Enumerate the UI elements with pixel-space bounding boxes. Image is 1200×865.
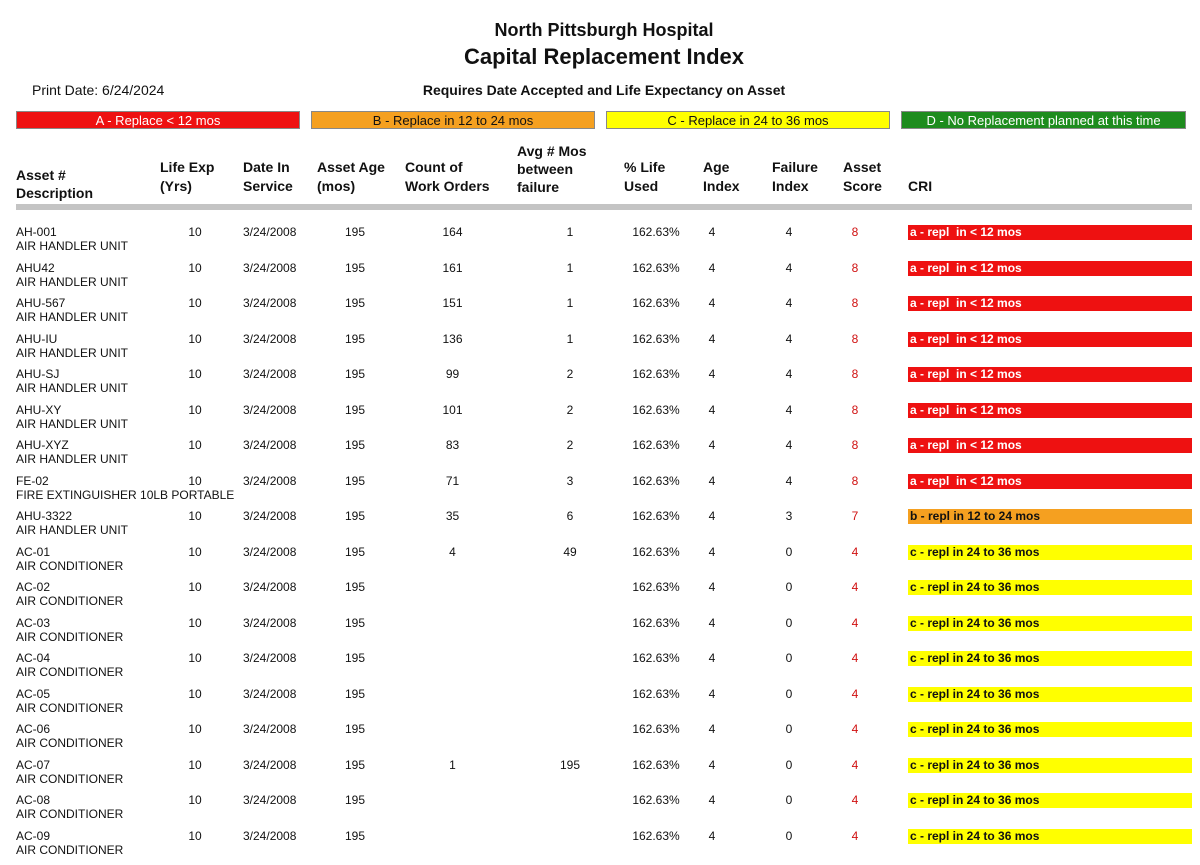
asset-id: AHU-567 [16, 296, 66, 310]
pct-life-used: 162.63% [632, 544, 680, 559]
work-order-count: 35 [445, 509, 460, 523]
table-row [0, 329, 1200, 365]
table-row [0, 435, 1200, 471]
asset-id: AC-03 [16, 615, 51, 630]
asset-score: 8 [851, 367, 859, 381]
header-asset-age-unit: (mos) [317, 178, 356, 194]
header-asset-age: Asset Age [317, 159, 385, 175]
date-in-service: 3/24/2008 [243, 402, 297, 417]
table-row [0, 364, 1200, 400]
asset-id: AHU-XY [16, 402, 62, 417]
date-in-service: 3/24/2008 [243, 580, 297, 594]
life-exp: 10 [188, 509, 202, 523]
age-index: 4 [708, 473, 716, 488]
life-exp: 10 [188, 473, 202, 488]
age-index: 4 [708, 757, 716, 772]
asset-score: 8 [851, 225, 859, 239]
print-date: Print Date: 6/24/2024 [32, 82, 165, 98]
asset-score: 8 [851, 331, 859, 346]
asset-id: FE-02 [16, 473, 49, 488]
pct-life-used: 162.63% [632, 296, 680, 310]
cri-badge: c - repl in 24 to 36 mos [908, 580, 1192, 595]
age-index: 4 [708, 367, 716, 381]
pct-life-used: 162.63% [632, 367, 680, 381]
asset-age: 195 [344, 686, 366, 701]
asset-id: AC-05 [16, 686, 51, 701]
work-order-count: 71 [445, 473, 460, 488]
asset-description: AIR HANDLER UNIT [16, 345, 129, 360]
date-in-service: 3/24/2008 [243, 438, 297, 452]
asset-age: 195 [344, 828, 366, 843]
asset-description: AIR HANDLER UNIT [16, 239, 129, 253]
pct-life-used: 162.63% [632, 651, 680, 665]
failure-index: 0 [785, 828, 793, 843]
report-title: Capital Replacement Index [464, 44, 744, 69]
work-order-count: 101 [442, 402, 463, 417]
cri-badge: c - repl in 24 to 36 mos [908, 616, 1192, 631]
asset-age: 195 [344, 793, 366, 807]
asset-id: AHU-3322 [16, 509, 73, 523]
age-index: 4 [708, 402, 716, 417]
failure-index: 3 [785, 509, 793, 523]
cri-badge: a - repl in < 12 mos [908, 438, 1192, 453]
asset-description: AIR HANDLER UNIT [16, 416, 129, 431]
asset-age: 195 [344, 260, 366, 275]
header-pct-used: Used [624, 178, 659, 194]
table-row [0, 293, 1200, 329]
failure-index: 4 [785, 331, 793, 346]
failure-index: 4 [785, 402, 793, 417]
legend-c: C - Replace in 24 to 36 mos [606, 111, 890, 129]
asset-id: AC-01 [16, 544, 51, 559]
asset-id: AC-04 [16, 651, 51, 665]
age-index: 4 [708, 722, 716, 736]
header-avg-failure: failure [517, 179, 560, 195]
failure-index: 0 [785, 793, 793, 807]
age-index: 4 [708, 828, 716, 843]
header-date-in: Date In [243, 159, 290, 175]
date-in-service: 3/24/2008 [243, 651, 297, 665]
life-exp: 10 [188, 402, 202, 417]
asset-age: 195 [344, 367, 366, 381]
cri-badge: b - repl in 12 to 24 mos [908, 509, 1192, 524]
table-row [0, 648, 1200, 684]
work-order-count: 1 [449, 757, 456, 772]
asset-score: 4 [851, 651, 859, 665]
avg-mos-between-failure: 2 [566, 402, 574, 417]
header-avg-mos: Avg # Mos [517, 143, 587, 159]
header-asset-score-2: Score [843, 178, 882, 194]
asset-id: AC-02 [16, 580, 51, 594]
failure-index: 0 [785, 580, 793, 594]
pct-life-used: 162.63% [632, 580, 680, 594]
failure-index: 0 [785, 686, 793, 701]
cri-badge: a - repl in < 12 mos [908, 332, 1192, 347]
age-index: 4 [708, 438, 716, 452]
header-age-index-2: Index [703, 178, 740, 194]
header-asset-score: Asset [843, 159, 882, 175]
asset-age: 195 [344, 651, 366, 665]
asset-description: AIR CONDITIONER [16, 558, 124, 573]
header-life-exp: Life Exp [160, 159, 215, 175]
cri-badge: c - repl in 24 to 36 mos [908, 545, 1192, 560]
header-date-in-service: Service [243, 178, 293, 194]
table-row [0, 542, 1200, 578]
failure-index: 4 [785, 225, 793, 239]
asset-description: AIR HANDLER UNIT [16, 452, 129, 466]
asset-score: 8 [851, 473, 859, 488]
age-index: 4 [708, 225, 716, 239]
avg-mos-between-failure: 2 [566, 367, 574, 381]
failure-index: 4 [785, 438, 793, 452]
header-avg-between: between [517, 161, 574, 177]
life-exp: 10 [188, 544, 202, 559]
asset-description: AIR CONDITIONER [16, 665, 124, 679]
avg-mos-between-failure: 2 [566, 438, 574, 452]
age-index: 4 [708, 544, 716, 559]
avg-mos-between-failure: 1 [566, 260, 574, 275]
asset-age: 195 [344, 722, 366, 736]
table-row [0, 506, 1200, 542]
table-row [0, 790, 1200, 826]
age-index: 4 [708, 331, 716, 346]
avg-mos-between-failure: 1 [566, 225, 574, 239]
asset-description: FIRE EXTINGUISHER 10LB PORTABLE [16, 487, 235, 502]
date-in-service: 3/24/2008 [243, 260, 297, 275]
header-description: Description [16, 185, 94, 201]
asset-description: AIR CONDITIONER [16, 594, 124, 608]
failure-index: 0 [785, 722, 793, 736]
asset-score: 4 [851, 580, 859, 594]
requirement-note: Requires Date Accepted and Life Expectancy on Asset [422, 82, 786, 98]
life-exp: 10 [188, 580, 202, 594]
pct-life-used: 162.63% [632, 615, 680, 630]
date-in-service: 3/24/2008 [243, 367, 297, 381]
asset-age: 195 [344, 225, 366, 239]
date-in-service: 3/24/2008 [243, 828, 297, 843]
work-order-count: 83 [445, 438, 460, 452]
life-exp: 10 [188, 651, 202, 665]
cri-badge: c - repl in 24 to 36 mos [908, 687, 1192, 702]
pct-life-used: 162.63% [632, 722, 680, 736]
asset-id: AC-07 [16, 757, 51, 772]
asset-age: 195 [344, 296, 366, 310]
date-in-service: 3/24/2008 [243, 296, 297, 310]
life-exp: 10 [188, 722, 202, 736]
asset-description: AIR HANDLER UNIT [16, 523, 129, 537]
failure-index: 0 [785, 757, 793, 772]
asset-score: 8 [851, 438, 859, 452]
life-exp: 10 [188, 438, 202, 452]
failure-index: 4 [785, 473, 793, 488]
date-in-service: 3/24/2008 [243, 793, 297, 807]
life-exp: 10 [188, 296, 202, 310]
cri-badge: c - repl in 24 to 36 mos [908, 758, 1192, 773]
legend-a: A - Replace < 12 mos [16, 111, 300, 129]
asset-age: 195 [344, 331, 366, 346]
asset-id: AC-09 [16, 828, 51, 843]
header-age-index: Age [703, 159, 730, 175]
failure-index: 4 [785, 296, 793, 310]
cri-badge: a - repl in < 12 mos [908, 403, 1192, 418]
cri-badge: a - repl in < 12 mos [908, 474, 1192, 489]
table-row [0, 755, 1200, 791]
asset-description: AIR HANDLER UNIT [16, 310, 129, 324]
cri-badge: a - repl in < 12 mos [908, 261, 1192, 276]
cri-badge: a - repl in < 12 mos [908, 296, 1192, 311]
date-in-service: 3/24/2008 [243, 686, 297, 701]
asset-description: AIR CONDITIONER [16, 771, 124, 786]
table-row [0, 719, 1200, 755]
life-exp: 10 [188, 260, 202, 275]
age-index: 4 [708, 686, 716, 701]
table-row [0, 684, 1200, 720]
date-in-service: 3/24/2008 [243, 544, 297, 559]
date-in-service: 3/24/2008 [243, 615, 297, 630]
pct-life-used: 162.63% [632, 686, 680, 701]
cri-badge: c - repl in 24 to 36 mos [908, 829, 1192, 844]
header-pct-life: % Life [624, 159, 666, 175]
header-divider [16, 204, 1192, 210]
table-row [0, 577, 1200, 613]
table-row [0, 258, 1200, 294]
cri-badge: c - repl in 24 to 36 mos [908, 651, 1192, 666]
date-in-service: 3/24/2008 [243, 722, 297, 736]
asset-score: 4 [851, 544, 859, 559]
life-exp: 10 [188, 615, 202, 630]
age-index: 4 [708, 296, 716, 310]
asset-description: AIR HANDLER UNIT [16, 381, 129, 395]
pct-life-used: 162.63% [632, 757, 680, 772]
asset-score: 4 [851, 722, 859, 736]
failure-index: 4 [785, 260, 793, 275]
age-index: 4 [708, 509, 716, 523]
asset-score: 4 [851, 828, 859, 843]
work-order-count: 161 [442, 260, 463, 275]
work-order-count: 136 [442, 331, 463, 346]
date-in-service: 3/24/2008 [243, 757, 297, 772]
table-row [0, 471, 1200, 507]
asset-id: AHU42 [16, 260, 55, 275]
age-index: 4 [708, 580, 716, 594]
asset-score: 4 [851, 686, 859, 701]
header-count: Count of [405, 159, 463, 175]
header-count-work-orders: Work Orders [405, 178, 490, 194]
failure-index: 4 [785, 367, 793, 381]
pct-life-used: 162.63% [632, 509, 680, 523]
age-index: 4 [708, 651, 716, 665]
work-order-count: 4 [449, 544, 456, 559]
asset-age: 195 [344, 509, 366, 523]
header-asset-num: Asset # [16, 167, 66, 183]
asset-id: AHU-XYZ [16, 438, 69, 452]
cri-badge: c - repl in 24 to 36 mos [908, 793, 1192, 808]
asset-id: AC-08 [16, 793, 51, 807]
asset-age: 195 [344, 580, 366, 594]
date-in-service: 3/24/2008 [243, 331, 297, 346]
header-failure-index: Failure [772, 159, 818, 175]
legend-b: B - Replace in 12 to 24 mos [311, 111, 595, 129]
table-row [0, 613, 1200, 649]
life-exp: 10 [188, 367, 202, 381]
asset-description: AIR CONDITIONER [16, 807, 124, 821]
pct-life-used: 162.63% [632, 331, 680, 346]
asset-id: AHU-IU [16, 331, 58, 346]
asset-score: 8 [851, 296, 859, 310]
life-exp: 10 [188, 225, 202, 239]
header-failure-index-2: Index [772, 178, 809, 194]
cri-badge: a - repl in < 12 mos [908, 367, 1192, 382]
asset-id: AC-06 [16, 722, 51, 736]
date-in-service: 3/24/2008 [243, 473, 297, 488]
asset-score: 4 [851, 615, 859, 630]
avg-mos-between-failure: 6 [566, 509, 574, 523]
asset-score: 4 [851, 793, 859, 807]
table-row [0, 222, 1200, 258]
date-in-service: 3/24/2008 [243, 225, 297, 239]
header-cri: CRI [908, 178, 933, 194]
asset-age: 195 [344, 544, 366, 559]
cri-badge: c - repl in 24 to 36 mos [908, 722, 1192, 737]
legend-d: D - No Replacement planned at this time [901, 111, 1186, 129]
life-exp: 10 [188, 757, 202, 772]
asset-description: AIR CONDITIONER [16, 629, 124, 644]
avg-mos-between-failure: 195 [559, 757, 581, 772]
failure-index: 0 [785, 651, 793, 665]
age-index: 4 [708, 260, 716, 275]
asset-description: AIR HANDLER UNIT [16, 274, 129, 289]
life-exp: 10 [188, 828, 202, 843]
asset-age: 195 [344, 757, 366, 772]
age-index: 4 [708, 615, 716, 630]
pct-life-used: 162.63% [632, 438, 680, 452]
pct-life-used: 162.63% [632, 828, 680, 843]
age-index: 4 [708, 793, 716, 807]
life-exp: 10 [188, 793, 202, 807]
asset-id: AH-001 [16, 225, 57, 239]
asset-description: AIR CONDITIONER [16, 700, 124, 715]
work-order-count: 164 [442, 225, 463, 239]
pct-life-used: 162.63% [632, 473, 680, 488]
table-row [0, 400, 1200, 436]
asset-age: 195 [344, 473, 366, 488]
failure-index: 0 [785, 544, 793, 559]
asset-age: 195 [344, 402, 366, 417]
asset-score: 7 [851, 509, 859, 523]
life-exp: 10 [188, 331, 202, 346]
table-row [0, 826, 1200, 862]
asset-description: AIR CONDITIONER [16, 736, 124, 750]
asset-score: 8 [851, 402, 859, 417]
pct-life-used: 162.63% [632, 225, 680, 239]
work-order-count: 151 [442, 296, 463, 310]
pct-life-used: 162.63% [632, 402, 680, 417]
pct-life-used: 162.63% [632, 793, 680, 807]
asset-age: 195 [344, 615, 366, 630]
asset-score: 8 [851, 260, 859, 275]
avg-mos-between-failure: 1 [566, 296, 574, 310]
failure-index: 0 [785, 615, 793, 630]
cri-badge: a - repl in < 12 mos [908, 225, 1192, 240]
work-order-count: 99 [445, 367, 460, 381]
pct-life-used: 162.63% [632, 260, 680, 275]
asset-description: AIR CONDITIONER [16, 842, 124, 857]
asset-age: 195 [344, 438, 366, 452]
hospital-name: North Pittsburgh Hospital [494, 20, 714, 40]
life-exp: 10 [188, 686, 202, 701]
header-life-exp-unit: (Yrs) [160, 178, 192, 194]
avg-mos-between-failure: 1 [566, 331, 574, 346]
avg-mos-between-failure: 49 [563, 544, 577, 559]
date-in-service: 3/24/2008 [243, 509, 297, 523]
avg-mos-between-failure: 3 [566, 473, 574, 488]
asset-id: AHU-SJ [16, 367, 60, 381]
asset-score: 4 [851, 757, 859, 772]
